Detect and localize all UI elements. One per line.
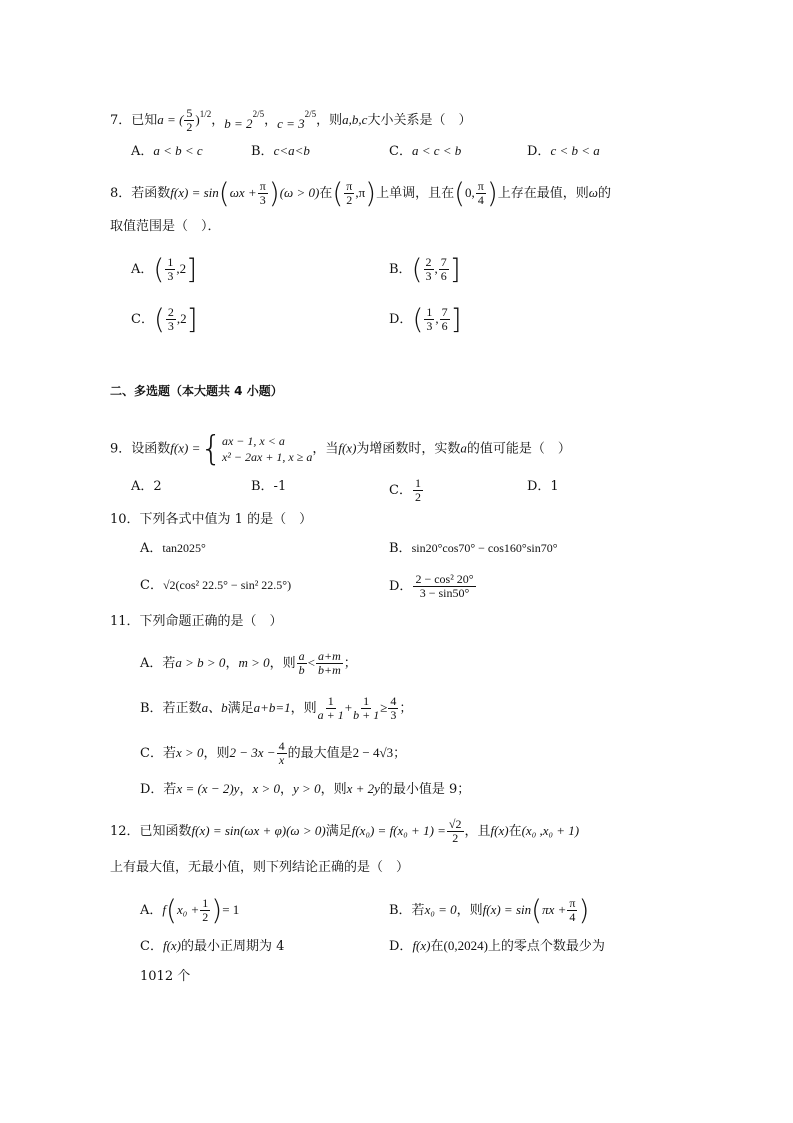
q12-stem bbox=[110, 818, 579, 845]
q10-optB-label: B． bbox=[389, 541, 412, 556]
q10-optC-value: √2(cos² 22.5° − sin² 22.5°) bbox=[162, 578, 292, 592]
q12-line2-text: 上有最大值，无最小值，则下列结论正确的是（ ） bbox=[110, 860, 410, 875]
q8-i1-two: 2 bbox=[346, 193, 353, 207]
q8-optD-frac1 bbox=[424, 306, 434, 333]
q11-optA-d1: b bbox=[298, 663, 305, 677]
q7-sep2: ， bbox=[264, 113, 278, 128]
q12-sqrt-frac bbox=[447, 818, 464, 845]
q11-optC-pre: C．若 bbox=[140, 746, 176, 761]
q11-optC-then: ，则 bbox=[203, 746, 230, 761]
q8-cond: (ω > 0) bbox=[279, 185, 320, 200]
q8-optC-label: C． bbox=[131, 312, 154, 327]
q7-optB-value: c<a<b bbox=[273, 143, 310, 158]
q10-optD-label: D． bbox=[389, 579, 413, 594]
q9-number: 9．设函数 bbox=[110, 441, 171, 457]
q8-optB-label: B． bbox=[389, 262, 412, 277]
q12-optA-pre: A． bbox=[140, 903, 163, 918]
q12-sqrt-den: 2 bbox=[452, 831, 459, 845]
q7-a-den: 2 bbox=[186, 120, 193, 134]
q11-option-d[interactable] bbox=[140, 779, 470, 800]
q8-optA-den: 3 bbox=[167, 269, 174, 283]
q8-optB-comma: , bbox=[434, 261, 438, 276]
q8-i2-frac bbox=[476, 180, 486, 207]
q11-optB-d3: 3 bbox=[390, 708, 397, 722]
q12-option-d-line2 bbox=[140, 967, 190, 987]
q8-optB-num1: 2 bbox=[425, 255, 432, 269]
q11-optB-end: ； bbox=[399, 701, 413, 716]
q12-optA-end: = 1 bbox=[222, 902, 240, 917]
q9-optC-num: 1 bbox=[414, 476, 421, 490]
q8-lparen: ( bbox=[218, 176, 230, 210]
q11-option-a[interactable] bbox=[140, 650, 357, 677]
q8-pi: π bbox=[259, 179, 266, 193]
q11-optA-c2: m > 0 bbox=[238, 655, 270, 670]
q11-optB-frac1 bbox=[318, 695, 344, 722]
q10-option-a[interactable] bbox=[140, 538, 206, 559]
q9-optD: D．1 bbox=[527, 479, 559, 494]
q9-a: a bbox=[460, 440, 467, 456]
q7-option-a[interactable] bbox=[131, 141, 203, 162]
q11-optD-pre: D．若 bbox=[140, 782, 177, 797]
q7-c-exp: 2/5 bbox=[304, 109, 317, 119]
q8-optC-open: ( bbox=[153, 302, 165, 336]
q12-optB-open: ( bbox=[531, 893, 543, 927]
q9-option-a[interactable] bbox=[131, 477, 162, 497]
q11-optA-frac1 bbox=[297, 650, 307, 677]
q9-fx2: f(x) bbox=[338, 440, 357, 456]
q7-optA-label: A． bbox=[131, 144, 154, 159]
q8-optC-frac bbox=[166, 306, 176, 333]
q8-i2-four: 4 bbox=[477, 193, 484, 207]
q12-optD-line2: 1012 个 bbox=[140, 969, 191, 984]
q10-optD-den: 3 − sin50° bbox=[419, 586, 470, 600]
q12-optB-then: ，则 bbox=[456, 903, 483, 918]
q8-optA-num: 1 bbox=[167, 255, 174, 269]
q9-row1: ax − 1, x < a bbox=[221, 434, 285, 448]
q12-in: 在 bbox=[508, 824, 522, 839]
q8-optA-frac bbox=[165, 256, 175, 283]
q10-option-d[interactable] bbox=[389, 573, 477, 600]
q8-number: 8．若函数 bbox=[110, 186, 171, 201]
q7-a-exp: 1/2 bbox=[199, 109, 212, 119]
q12-line2 bbox=[110, 858, 409, 878]
q7-b-exp: 2/5 bbox=[252, 109, 265, 119]
q8-optB-frac2 bbox=[439, 256, 449, 283]
q11-optB-ge: ≥ bbox=[380, 700, 388, 715]
q11-optC-frac bbox=[277, 740, 287, 767]
q12-sqrt-num: √2 bbox=[448, 817, 462, 831]
q8-i1-frac bbox=[344, 180, 354, 207]
q12-option-c[interactable] bbox=[140, 936, 284, 957]
q11-optC-n: 4 bbox=[278, 739, 285, 753]
q7-optB-label: B． bbox=[251, 144, 274, 159]
section-title: 二、多选题（本大题共 4 小题） bbox=[110, 384, 283, 398]
q9-optC-den: 2 bbox=[414, 490, 421, 504]
q11-optD-expr: x + 2y bbox=[346, 781, 380, 796]
q11-optC-d: x bbox=[278, 753, 285, 767]
q10-optA-label: A． bbox=[140, 541, 163, 556]
q8-optB-num2: 7 bbox=[440, 255, 447, 269]
q7-text2: ，则 bbox=[316, 113, 343, 128]
q8-i1-open: ( bbox=[332, 176, 344, 210]
q12-option-b[interactable] bbox=[389, 893, 590, 927]
q12-interval: (x₀ ,x₀ + 1) bbox=[521, 823, 580, 838]
q8-i2-close: ) bbox=[486, 176, 498, 210]
q12-optD-text: 上的零点个数最少为 bbox=[487, 939, 605, 954]
q12-number: 12．已知函数 bbox=[110, 824, 192, 839]
q11-optC-end: ； bbox=[393, 746, 407, 761]
q8-optA-open: ( bbox=[153, 252, 165, 286]
q11-option-b[interactable] bbox=[140, 695, 412, 722]
q7-b-def: b = 2 bbox=[224, 116, 253, 131]
q11-optB-d1: a + 1 bbox=[317, 708, 344, 722]
q8-omega: ω bbox=[588, 185, 598, 200]
q11-optD-s1: ， bbox=[239, 782, 253, 797]
q8-rparen: ) bbox=[268, 176, 280, 210]
q8-optD-den2: 6 bbox=[441, 319, 448, 333]
q11-optB-pre: B．若正数 bbox=[140, 701, 202, 716]
q8-line2-text: 取值范围是（ ）． bbox=[110, 219, 221, 234]
q8-i2-pi: π bbox=[477, 179, 484, 193]
q8-option-c[interactable] bbox=[131, 302, 198, 336]
q11-optC-mid: 的最大值是 bbox=[287, 746, 353, 761]
q7-a-close: ) bbox=[195, 112, 200, 127]
q10-optB-value: sin20°cos70° − cos160°sin70° bbox=[411, 541, 558, 555]
q12-fx: f(x) = sin(ωx + φ)(ω > 0) bbox=[191, 823, 326, 838]
q8-optD-frac2 bbox=[440, 306, 450, 333]
q10-text: 10．下列各式中值为 1 的是（ ） bbox=[110, 512, 313, 527]
q11-optB-ab: a、b bbox=[201, 700, 228, 715]
q11-optB-plus: + bbox=[344, 700, 353, 715]
q11-optA-lt: < bbox=[307, 655, 315, 670]
q11-optA-end: ； bbox=[343, 656, 357, 671]
q12-optA-x: x₀ + bbox=[176, 902, 200, 917]
q10-stem bbox=[110, 510, 312, 530]
q12-optB-f: f(x) = sin bbox=[482, 902, 532, 917]
q8-optB-open: ( bbox=[411, 252, 423, 286]
q12-optB-cond: x₀ = 0 bbox=[424, 902, 457, 917]
q11-optA-c1: a > b > 0 bbox=[175, 655, 226, 670]
q7-a-num: 5 bbox=[186, 106, 193, 120]
q12-optC-pre: C． bbox=[140, 939, 163, 954]
q9-text1: ，当 bbox=[312, 441, 339, 457]
q11-optB-n2: 1 bbox=[363, 694, 370, 708]
q11-optD-c2: x > 0 bbox=[252, 781, 281, 796]
q10-optC-label: C． bbox=[140, 578, 163, 593]
q11-stem bbox=[110, 612, 283, 632]
q8-fx: f(x) = sin bbox=[170, 185, 219, 200]
q8-optB-den1: 3 bbox=[425, 269, 432, 283]
q12-optA-n: 1 bbox=[202, 896, 209, 910]
q7-a-frac bbox=[184, 107, 194, 134]
q8-option-a[interactable] bbox=[131, 252, 198, 286]
q11-optA-then: ，则 bbox=[269, 656, 296, 671]
q11-optD-s2: ， bbox=[280, 782, 294, 797]
q11-optC-cond: x > 0 bbox=[175, 745, 204, 760]
q8-optD-comma: , bbox=[435, 311, 439, 326]
q7-text: 已知 bbox=[131, 113, 158, 128]
q8-optC-den: 3 bbox=[167, 319, 174, 333]
q12-optA-open: ( bbox=[166, 893, 177, 927]
q8-stem bbox=[110, 176, 611, 210]
q8-optD-close: ] bbox=[450, 302, 462, 336]
q8-optC-num: 2 bbox=[167, 305, 174, 319]
q9-text2: 为增函数时，实数 bbox=[356, 441, 461, 457]
q12-optA-d: 2 bbox=[202, 910, 209, 924]
section-heading-multiple-choice bbox=[110, 381, 283, 401]
q11-optA-n1: a bbox=[298, 649, 305, 663]
q8-i1-rest: ,π bbox=[355, 185, 366, 200]
q9-piecewise: { ax − 1, x < a x² − 2ax + 1, x ≥ a bbox=[200, 429, 313, 469]
q8-in: 在 bbox=[319, 186, 333, 201]
q11-optD-c3: y > 0 bbox=[293, 781, 321, 796]
q7-optC-label: C． bbox=[389, 144, 412, 159]
q8-optD-num1: 1 bbox=[426, 305, 433, 319]
q9-text3: 的值可能是（ ） bbox=[466, 441, 571, 457]
q12-optB-frac bbox=[567, 897, 577, 924]
q12-and: ，且 bbox=[464, 824, 491, 839]
q12-optD-pre: D． bbox=[389, 939, 413, 954]
q8-optA-label: A． bbox=[131, 262, 154, 277]
q8-pi3 bbox=[258, 180, 268, 207]
q9-option-d[interactable] bbox=[527, 477, 559, 497]
q11-optB-d2: b + 1 bbox=[353, 708, 380, 722]
q7-text3: 大小关系是（ ） bbox=[367, 113, 472, 128]
q8-three: 3 bbox=[259, 193, 266, 207]
q11-optB-mid: 满足 bbox=[227, 701, 254, 716]
q8-optD-den1: 3 bbox=[426, 319, 433, 333]
q7-optC-value: a < c < b bbox=[411, 143, 462, 158]
q12-optB-d: 4 bbox=[569, 910, 576, 924]
q11-optD-end: 的最小值是 9； bbox=[379, 782, 471, 797]
q12-optC-f: f(x) bbox=[162, 938, 181, 953]
q9-stem bbox=[110, 429, 571, 469]
q7-optA-value: a < b < c bbox=[153, 143, 203, 158]
q12-fx2: f(x) bbox=[490, 823, 509, 838]
q9-optA: A．2 bbox=[131, 479, 162, 494]
q11-option-c[interactable] bbox=[140, 740, 406, 767]
q7-optD-value: c < b < a bbox=[550, 143, 600, 158]
q8-optD-open: ( bbox=[412, 302, 424, 336]
q11-optA-d2: b+m bbox=[317, 663, 341, 677]
q12-optD-interval: (0,2024) bbox=[443, 938, 488, 953]
q7-c-def: c = 3 bbox=[277, 116, 305, 131]
q7-number: 7． bbox=[110, 113, 132, 128]
q12-optA-f: f bbox=[162, 902, 167, 917]
q10-optA-value: tan2025° bbox=[162, 541, 206, 555]
q8-i2-open: ( bbox=[454, 176, 466, 210]
q11-optA-n2: a+m bbox=[317, 649, 341, 663]
q12-optC-text: 的最小正周期为 4 bbox=[181, 939, 285, 954]
q9-option-c[interactable] bbox=[389, 477, 424, 504]
q8-optD-label: D． bbox=[389, 312, 413, 327]
q7-stem bbox=[110, 104, 471, 134]
q12-optB-pre: B．若 bbox=[389, 903, 425, 918]
q9-option-b[interactable] bbox=[251, 477, 286, 497]
q11-text: 11．下列命题正确的是（ ） bbox=[110, 614, 283, 629]
q8-optB-den2: 6 bbox=[440, 269, 447, 283]
q7-sep1: ， bbox=[211, 113, 225, 128]
q12-option-d[interactable] bbox=[389, 936, 605, 957]
q9-optC-label: C． bbox=[389, 483, 412, 498]
q8-arg: ωx + bbox=[229, 185, 257, 200]
q11-optD-then: ，则 bbox=[320, 782, 347, 797]
q8-de: 的 bbox=[597, 186, 611, 201]
q10-option-b[interactable] bbox=[389, 538, 558, 559]
q8-optA-close: ] bbox=[186, 252, 198, 286]
q12-optB-close: ) bbox=[578, 893, 590, 927]
q9-fx: f(x) = bbox=[170, 440, 201, 456]
q12-optB-n: π bbox=[569, 896, 576, 910]
q7-vars: a,b,c bbox=[342, 112, 368, 127]
q8-mono: 上单调，且在 bbox=[376, 186, 455, 201]
q8-optC-close: ] bbox=[186, 302, 198, 336]
q12-optD-f: f(x) bbox=[412, 938, 431, 953]
q7-optD-label: D． bbox=[527, 144, 551, 159]
q8-option-b[interactable] bbox=[389, 252, 461, 286]
q11-optB-then: ，则 bbox=[290, 701, 317, 716]
q11-optA-sep: ， bbox=[225, 656, 239, 671]
q11-optA-frac2 bbox=[316, 650, 343, 677]
q10-optD-num: 2 − cos² 20° bbox=[415, 572, 474, 586]
q11-optB-cond: a+b=1 bbox=[253, 700, 291, 715]
q12-option-a[interactable] bbox=[140, 893, 240, 927]
q11-optC-expr: 2 − 3x − bbox=[229, 745, 276, 760]
q7-option-b[interactable] bbox=[251, 141, 310, 162]
q12-optA-close: ) bbox=[211, 893, 223, 927]
q10-optD-frac bbox=[413, 573, 475, 600]
q9-row2: x² − 2ax + 1, x ≥ a bbox=[221, 450, 313, 464]
q11-optC-val: 2 − 4√3 bbox=[352, 745, 394, 760]
q7-option-c[interactable] bbox=[389, 141, 461, 162]
q9-optC-frac bbox=[413, 477, 423, 504]
q8-option-d[interactable] bbox=[389, 302, 462, 336]
q11-optD-c1: x = (x − 2)y bbox=[176, 781, 240, 796]
q8-optC-rest: ,2 bbox=[176, 311, 187, 326]
q8-extreme: 上存在最值，则 bbox=[497, 186, 589, 201]
q11-optB-n1: 1 bbox=[327, 694, 334, 708]
q9-optB: B．-1 bbox=[251, 479, 287, 494]
q12-optB-arg: πx + bbox=[542, 902, 567, 917]
q10-option-c[interactable] bbox=[140, 575, 291, 596]
q12-optA-frac bbox=[200, 897, 210, 924]
q11-optB-n3: 4 bbox=[390, 694, 397, 708]
q8-i1-close: ) bbox=[365, 176, 377, 210]
q8-i1-pi: π bbox=[346, 179, 353, 193]
q8-optA-rest: ,2 bbox=[176, 261, 187, 276]
q11-optB-frac3 bbox=[388, 695, 398, 722]
q12-optD-in: 在 bbox=[430, 939, 444, 954]
q8-line2 bbox=[110, 217, 221, 237]
q7-option-d[interactable] bbox=[527, 141, 600, 162]
q11-optA-pre: A．若 bbox=[140, 656, 176, 671]
q12-eq: f(x₀) = f(x₀ + 1) = bbox=[351, 823, 446, 838]
q8-optD-num2: 7 bbox=[441, 305, 448, 319]
q7-a-def: a = ( bbox=[157, 112, 184, 127]
q12-mid: 满足 bbox=[325, 824, 352, 839]
q11-optB-frac2 bbox=[353, 695, 379, 722]
q8-optB-close: ] bbox=[449, 252, 461, 286]
q8-i2-zero: 0, bbox=[465, 185, 475, 200]
q8-optB-frac1 bbox=[424, 256, 434, 283]
